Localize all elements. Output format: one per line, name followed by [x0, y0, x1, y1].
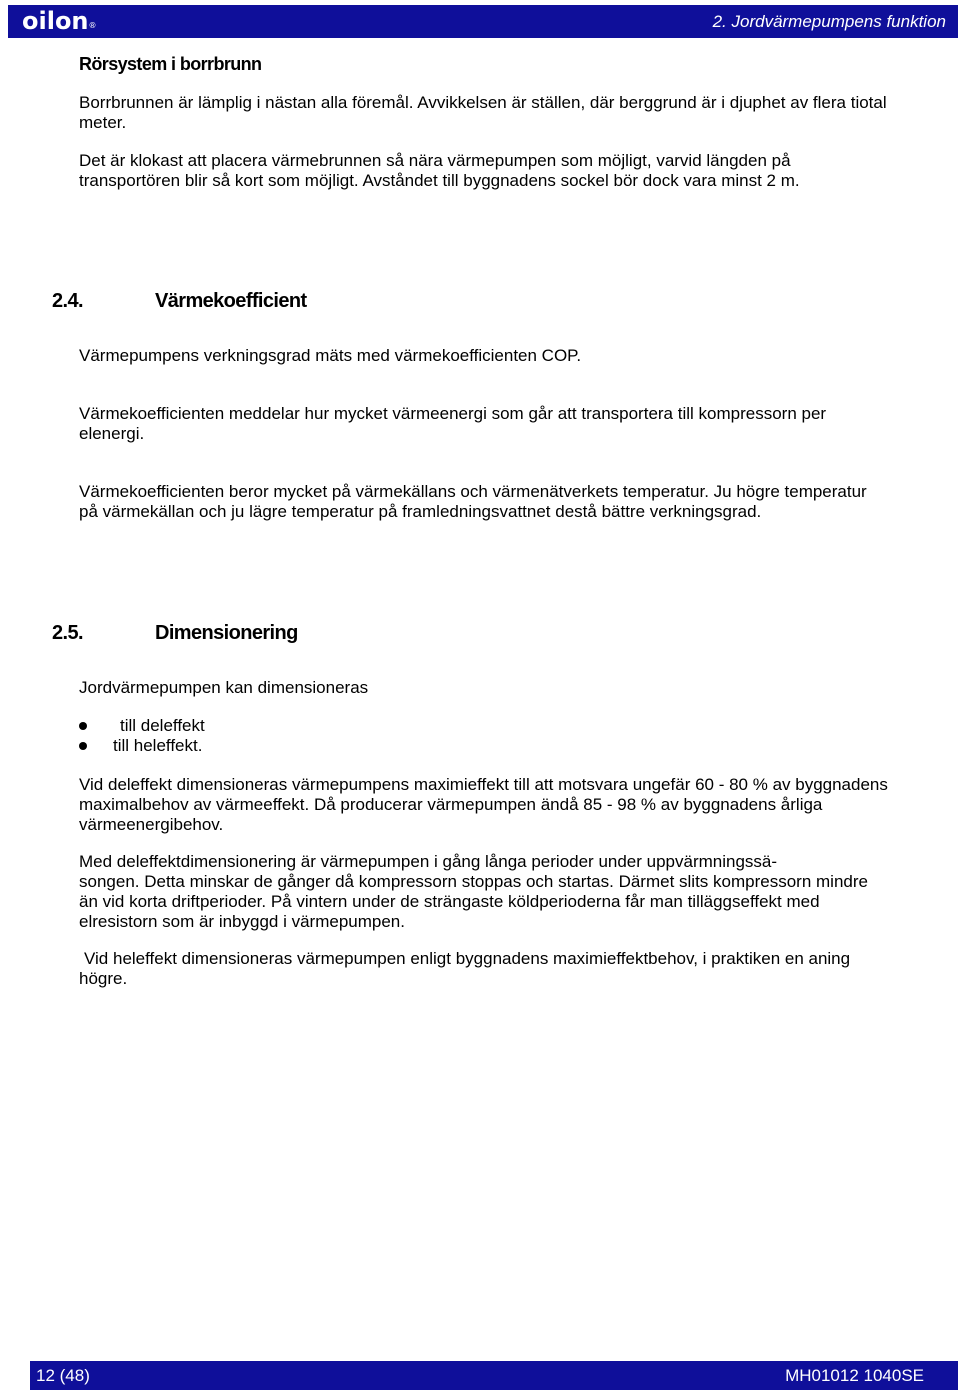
bullet-icon [79, 742, 87, 750]
cop-paragraph-3: Värmekoefficienten beror mycket på värmekällans och värmenätverkets temperatur. Ju högre temperatur på värmekällan och ju lägre temperatur på framledningsvattnet destå bättre verkningsgrad. [79, 482, 867, 521]
cop-paragraph-1: Värmepumpens verkningsgrad mäts med värmekoefficienten COP. [79, 346, 582, 365]
dimensioning-intro: Jordvärmepumpen kan dimensioneras [79, 678, 369, 697]
paragraph-line: Med deleffektdimensionering är värmepumpen i gång långa perioder under uppvärmningssä- [79, 852, 778, 871]
bullet-icon [79, 722, 87, 730]
list-item-label: till heleffekt. [113, 736, 203, 755]
borehole-heading: Rörsystem i borrbrunn [79, 54, 262, 74]
paragraph-line: songen. Detta minskar de gånger då kompressorn stoppas och startas. Därmet slits kompressorn mindre än vid korta driftperioder. På vintern under de strängaste köldperioderna får man tilläggseffekt med elresistorn som är inbyggd i värmepumpen. [79, 872, 868, 931]
chapter-title: 2. Jordvärmepumpens funktion [712, 12, 946, 31]
dimensioning-paragraph-2 [79, 852, 889, 932]
page-number: 12 (48) [36, 1366, 90, 1385]
borehole-paragraph-1: Borrbrunnen är lämplig i nästan alla föremål. Avvikkelsen är ställen, där berggrund är i djuphet av flera tiotal meter. [79, 93, 887, 132]
dimensioning-paragraph-3: Vid heleffekt dimensioneras värmepumpen enligt byggnadens maximieffektbehov, i praktiken en aning högre. [79, 949, 851, 988]
oilon-logo [22, 7, 97, 36]
list-item [79, 716, 205, 736]
logo-registered-mark: ® [88, 21, 97, 30]
header-bar [8, 5, 958, 38]
logo-text: oilon [22, 7, 89, 35]
list-item-label: till deleffekt [120, 716, 205, 735]
cop-paragraph-2: Värmekoefficienten meddelar hur mycket värmeenergi som går att transportera till kompressorn per elenergi. [79, 404, 827, 443]
list-item [79, 736, 203, 756]
section-number: 2.5. [52, 622, 83, 644]
section-title: Dimensionering [155, 622, 298, 644]
dimensioning-paragraph-1: Vid deleffekt dimensioneras värmepumpens maximieffekt till att motsvara ungefär 60 - 80 % av byggnadens maximalbehov av värmeeffekt. Då producerar värmepumpen ändå 85 - 98 % av byggnadens årliga värmeenergibehov. [79, 775, 888, 834]
footer-bar [30, 1361, 958, 1390]
section-number: 2.4. [52, 290, 83, 312]
borehole-paragraph-2: Det är klokast att placera värmebrunnen så nära värmepumpen som möjligt, varvid längden på transportören blir så kort som möjligt. Avståndet till byggnadens sockel bör dock vara minst 2 m. [79, 151, 800, 190]
document-code: MH01012 1040SE [785, 1366, 924, 1385]
section-title: Värmekoefficient [155, 290, 307, 312]
